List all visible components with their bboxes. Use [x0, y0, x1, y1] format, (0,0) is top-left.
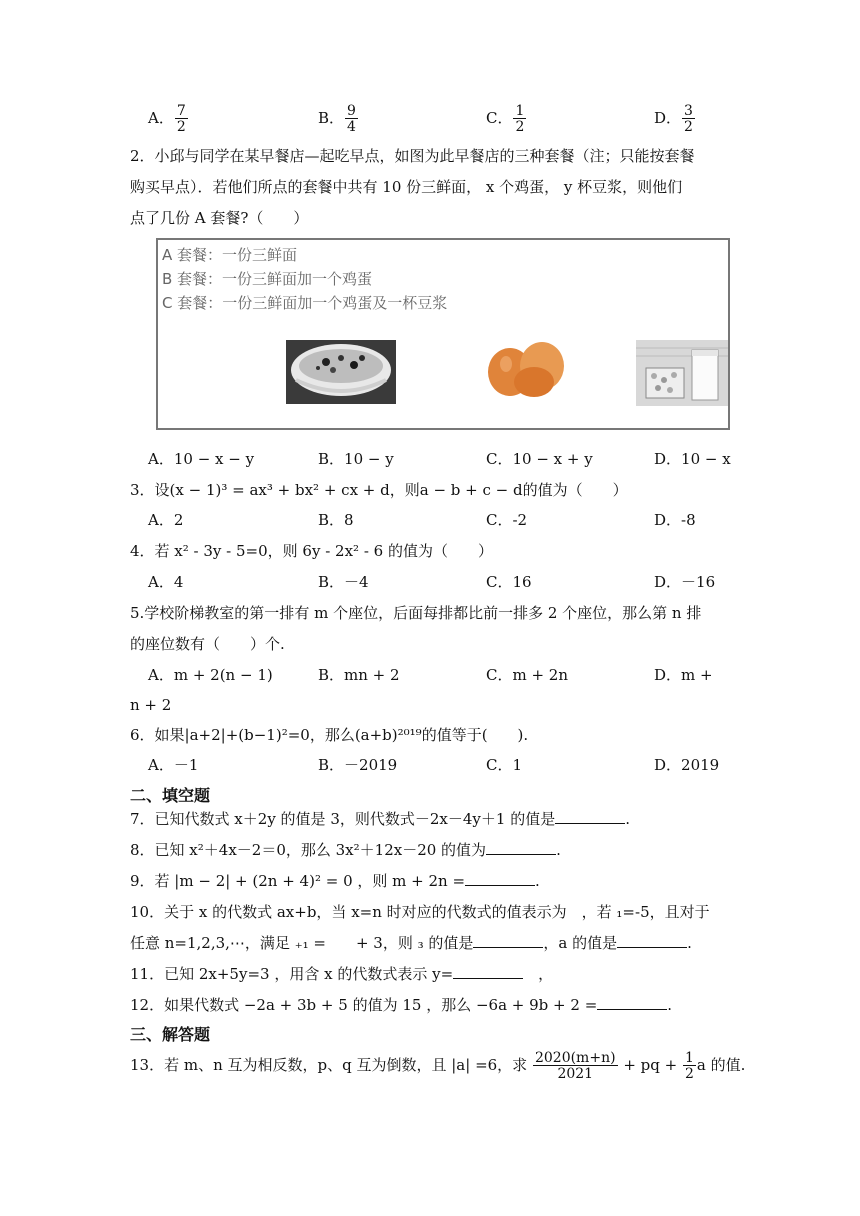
denominator: 2: [685, 1066, 694, 1082]
q5-stem-line1: 5.学校阶梯教室的第一排有 m 个座位，后面每排都比前一排多 2 个座位，那么第 n 排: [130, 604, 702, 622]
q9-end: .: [535, 872, 540, 890]
q5-option-a: A．m + 2(n − 1): [148, 666, 273, 684]
option-label: B．: [318, 109, 345, 127]
denominator: 4: [347, 119, 356, 135]
q10-line2: [130, 932, 692, 954]
q5-option-d-wrap: n + 2: [130, 696, 172, 714]
q6-option-b: B．－2019: [318, 756, 398, 774]
q12-text: 12．如果代数式 −2a + 3b + 5 的值为 15 ，那么 −6a + 9b + 2 =: [130, 996, 598, 1014]
q2-option-d: D．10 − x: [654, 450, 731, 468]
q2-option-b: B．10 − y: [318, 450, 394, 468]
menu-item-a: A 套餐：一份三鲜面: [162, 246, 298, 264]
q6-stem: 6．如果|a+2|+(b−1)²=0，那么(a+b)²⁰¹⁹的值等于( ).: [130, 726, 529, 744]
q5-option-b: B．mn + 2: [318, 666, 400, 684]
menu-item-c: C 套餐：一份三鲜面加一个鸡蛋及一杯豆浆: [162, 294, 448, 312]
section-heading-fill-blank: 二、填空题: [130, 786, 211, 805]
q10-text: 任意 n=1,2,3,⋯，满足 ₊₁ = + 3，则 ₃ 的值是: [130, 934, 474, 952]
q3-option-b: B．8: [318, 511, 354, 529]
q3-option-a: A．2: [148, 511, 184, 529]
q13-end: a 的值.: [696, 1056, 746, 1074]
numerator: 2020(m+n): [534, 1050, 616, 1066]
q6-option-d: D．2019: [654, 756, 720, 774]
q2-option-a: A．10 − x − y: [148, 450, 255, 468]
q3-option-d: D．-8: [654, 511, 696, 529]
q13-text-mid: + pq +: [623, 1056, 678, 1074]
q8-text: 8．已知 x²＋4x－2＝0，那么 3x²＋12x－20 的值为: [130, 841, 487, 859]
q1-option-a: [148, 104, 189, 134]
q7-end: .: [625, 810, 630, 828]
denominator: 2: [176, 119, 186, 135]
q4-option-a: A．4: [148, 573, 184, 591]
q7: [130, 808, 630, 830]
q10-text-mid: ，a 的值是: [543, 934, 618, 952]
q11-text: 11．已知 2x+5y=3 ，用含 x 的代数式表示 y=: [130, 965, 454, 983]
q5-stem-line2: 的座位数有（ ）个.: [130, 635, 285, 653]
q1-option-d: [654, 104, 696, 134]
numerator: 1: [685, 1050, 694, 1066]
answer-blank[interactable]: [465, 871, 535, 886]
section-heading-solve: 三、解答题: [130, 1025, 211, 1044]
q2-stem-line1: 2．小邱与同学在某早餐店—起吃早点，如图为此早餐店的三种套餐（注；只能按套餐: [130, 147, 695, 165]
answer-blank[interactable]: [486, 840, 556, 855]
q12-end: .: [667, 996, 673, 1014]
q5-option-d: D．m +: [654, 666, 713, 684]
eggs-image: [486, 340, 568, 398]
fraction: [175, 104, 188, 134]
q7-text: 7．已知代数式 x＋2y 的值是 3，则代数式－2x－4y＋1 的值是: [130, 810, 556, 828]
q2-stem-line2: 购买早点）．若他们所点的套餐中共有 10 份三鲜面， x 个鸡蛋， y 杯豆浆，则他们: [130, 178, 683, 196]
fraction: [533, 1051, 618, 1081]
numerator: 7: [176, 103, 186, 119]
answer-blank[interactable]: [555, 809, 625, 824]
q9-text: 9．若 |m − 2| + (2n + 4)² = 0 ，则 m + 2n =: [130, 872, 466, 890]
fraction: [683, 1051, 696, 1081]
q2-stem-line3: 点了几份 A 套餐?（ ）: [130, 209, 309, 227]
option-label: C．: [486, 109, 513, 127]
soy-milk-image: [636, 340, 728, 406]
answer-blank[interactable]: [617, 933, 687, 948]
fraction: [513, 104, 526, 134]
q13: [130, 1048, 745, 1082]
fraction: [682, 104, 695, 134]
q6-option-c: C．1: [486, 756, 523, 774]
q8: [130, 839, 561, 861]
answer-blank[interactable]: [453, 964, 523, 979]
answer-blank[interactable]: [473, 933, 543, 948]
q8-end: .: [556, 841, 561, 859]
option-label: D．: [654, 109, 682, 127]
noodle-bowl-image: [286, 340, 396, 404]
q6-option-a: A．－1: [148, 756, 199, 774]
q2-option-c: C．10 − x + y: [486, 450, 593, 468]
numerator: 9: [347, 103, 356, 119]
q1-option-b: [318, 104, 359, 134]
q3-stem: 3．设(x − 1)³ = ax³ + bx² + cx + d，则a − b + c − d的值为（ ）: [130, 481, 628, 499]
q13-text: 13．若 m、n 互为相反数，p、q 互为倒数，且 |a| =6，求: [130, 1056, 528, 1074]
numerator: 3: [684, 103, 693, 119]
q10-end: .: [687, 934, 692, 952]
menu-item-b: B 套餐：一份三鲜面加一个鸡蛋: [162, 270, 373, 288]
q3-option-c: C．-2: [486, 511, 528, 529]
q4-stem: 4．若 x² - 3y - 5=0，则 6y - 2x² - 6 的值为（ ）: [130, 542, 493, 560]
answer-blank[interactable]: [597, 995, 667, 1010]
q12: [130, 994, 672, 1016]
q4-option-d: D．－16: [654, 573, 716, 591]
q4-option-b: B．－4: [318, 573, 369, 591]
q4-option-c: C．16: [486, 573, 532, 591]
q9: [130, 870, 540, 892]
q10-line1: 10．关于 x 的代数式 ax+b，当 x=n 时对应的代数式的值表示为 ，若 ₁=-5，且对于: [130, 903, 710, 921]
fraction: [345, 104, 358, 134]
option-label: A．: [148, 109, 174, 127]
q2-menu-figure: [156, 238, 730, 430]
denominator: 2: [684, 119, 693, 135]
q11: [130, 963, 553, 985]
q11-end: ，: [523, 965, 554, 983]
q1-option-c: [486, 104, 527, 134]
denominator: 2021: [557, 1066, 594, 1082]
denominator: 2: [515, 119, 525, 135]
q5-option-c: C．m + 2n: [486, 666, 569, 684]
numerator: 1: [515, 103, 525, 119]
